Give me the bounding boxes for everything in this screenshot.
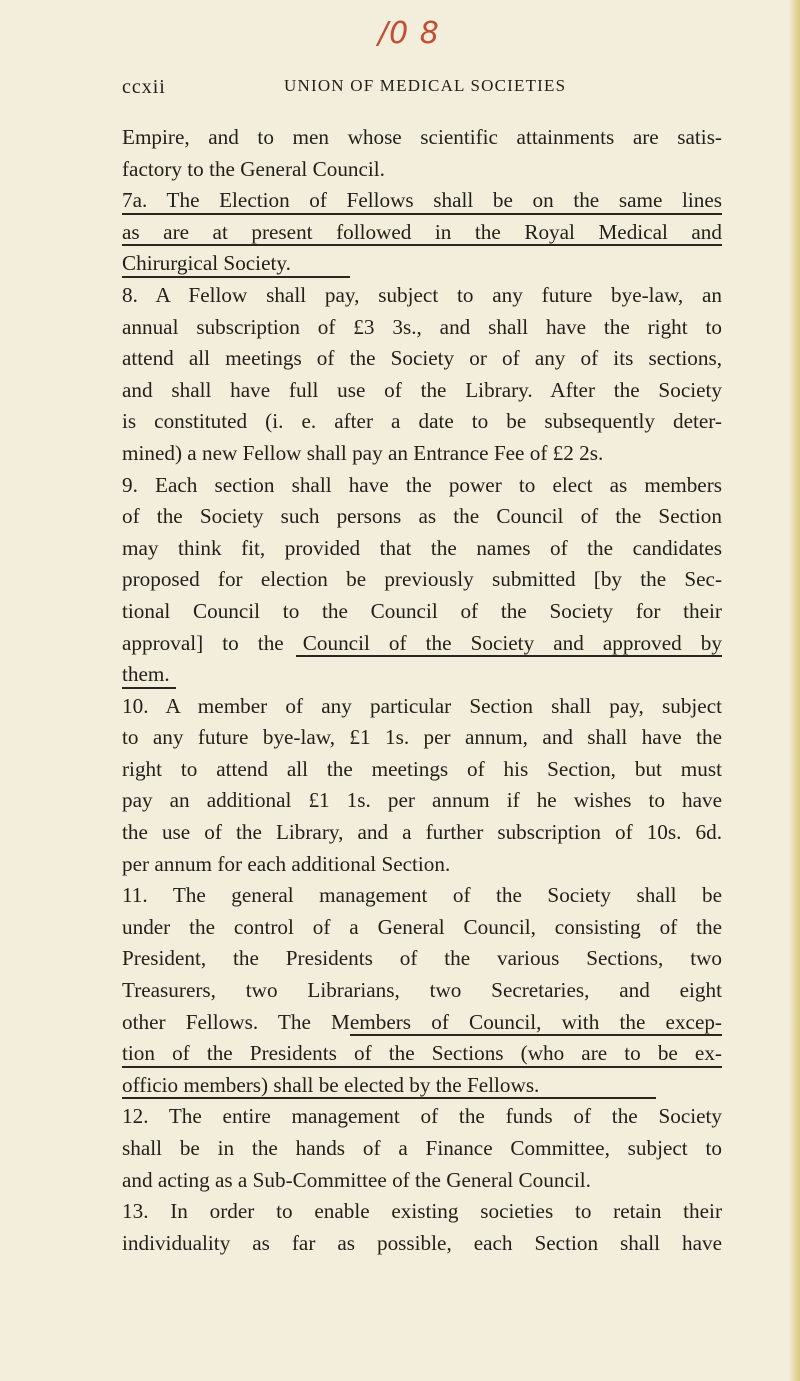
text-line: right to attend all the meetings of his Section, but must	[122, 756, 722, 781]
text-line: the use of the Library, and a further subscription of 10s. 6d.	[122, 820, 722, 845]
text-line: approval] to the Council of the Society and approved by	[122, 630, 722, 655]
body-text	[122, 122, 722, 1259]
text-line: other Fellows. The Members of Council, with the excep-	[122, 1009, 722, 1034]
running-title: UNION OF MEDICAL SOCIETIES	[284, 76, 567, 95]
text-line: Chirurgical Society.	[122, 251, 291, 276]
text-line: to any future bye-law, £1 1s. per annum, and shall have the	[122, 725, 722, 750]
text-line: Treasurers, two Librarians, two Secretaries, and eight	[122, 978, 722, 1003]
text-line: and shall have full use of the Library. After the Society	[122, 377, 722, 402]
page-edge	[790, 0, 800, 1381]
text-line: 9. Each section shall have the power to elect as members	[122, 472, 722, 497]
text-line: and acting as a Sub-Committee of the General Council.	[122, 1167, 591, 1192]
text-line: President, the Presidents of the various Sections, two	[122, 946, 722, 971]
text-line: annual subscription of £3 3s., and shall have the right to	[122, 314, 722, 339]
text-line: per annum for each additional Section.	[122, 851, 451, 876]
text-line: shall be in the hands of a Finance Committee, subject to	[122, 1136, 722, 1160]
text-line: of the Society such persons as the Council of the Section	[122, 504, 722, 529]
text-line: officio members) shall be elected by the Fellows.	[122, 1072, 540, 1097]
text-line: is constituted (i. e. after a date to be subsequently deter-	[122, 409, 722, 434]
text-line: factory to the General Council.	[122, 156, 385, 181]
text-line: them.	[122, 662, 170, 687]
text-line: 8. A Fellow shall pay, subject to any future bye-law, an	[122, 282, 722, 307]
text-line: 12. The entire management of the funds of the Society	[122, 1104, 722, 1129]
text-line: individuality as far as possible, each Section shall have	[122, 1230, 722, 1255]
text-line: under the control of a General Council, consisting of the	[122, 914, 722, 939]
text-line: 13. In order to enable existing societies to retain their	[122, 1199, 722, 1224]
page-folio: ccxii	[122, 76, 166, 98]
text-line: pay an additional £1 1s. per annum if he wishes to have	[122, 788, 722, 813]
text-line: Empire, and to men whose scientific attainments are satis-	[122, 125, 722, 149]
text-line: attend all meetings of the Society or of any of its sections,	[122, 346, 722, 371]
text-line: as are at present followed in the Royal Medical and	[122, 219, 722, 244]
text-line: proposed for election be previously submitted [by the Sec-	[122, 567, 722, 592]
handwritten-page-mark: /0 8	[378, 16, 440, 51]
text-line: 11. The general management of the Society shall be	[122, 883, 722, 908]
text-line: 7a. The Election of Fellows shall be on the same lines	[122, 188, 722, 213]
running-header	[122, 76, 722, 102]
text-line: 10. A member of any particular Section shall pay, subject	[122, 693, 722, 718]
text-line: tional Council to the Council of the Society for their	[122, 598, 722, 623]
text-line: mined) a new Fellow shall pay an Entrance Fee of £2 2s.	[122, 440, 604, 465]
text-line: may think fit, provided that the names of the candidates	[122, 535, 722, 560]
text-line: tion of the Presidents of the Sections (who are to be ex-	[122, 1041, 722, 1066]
